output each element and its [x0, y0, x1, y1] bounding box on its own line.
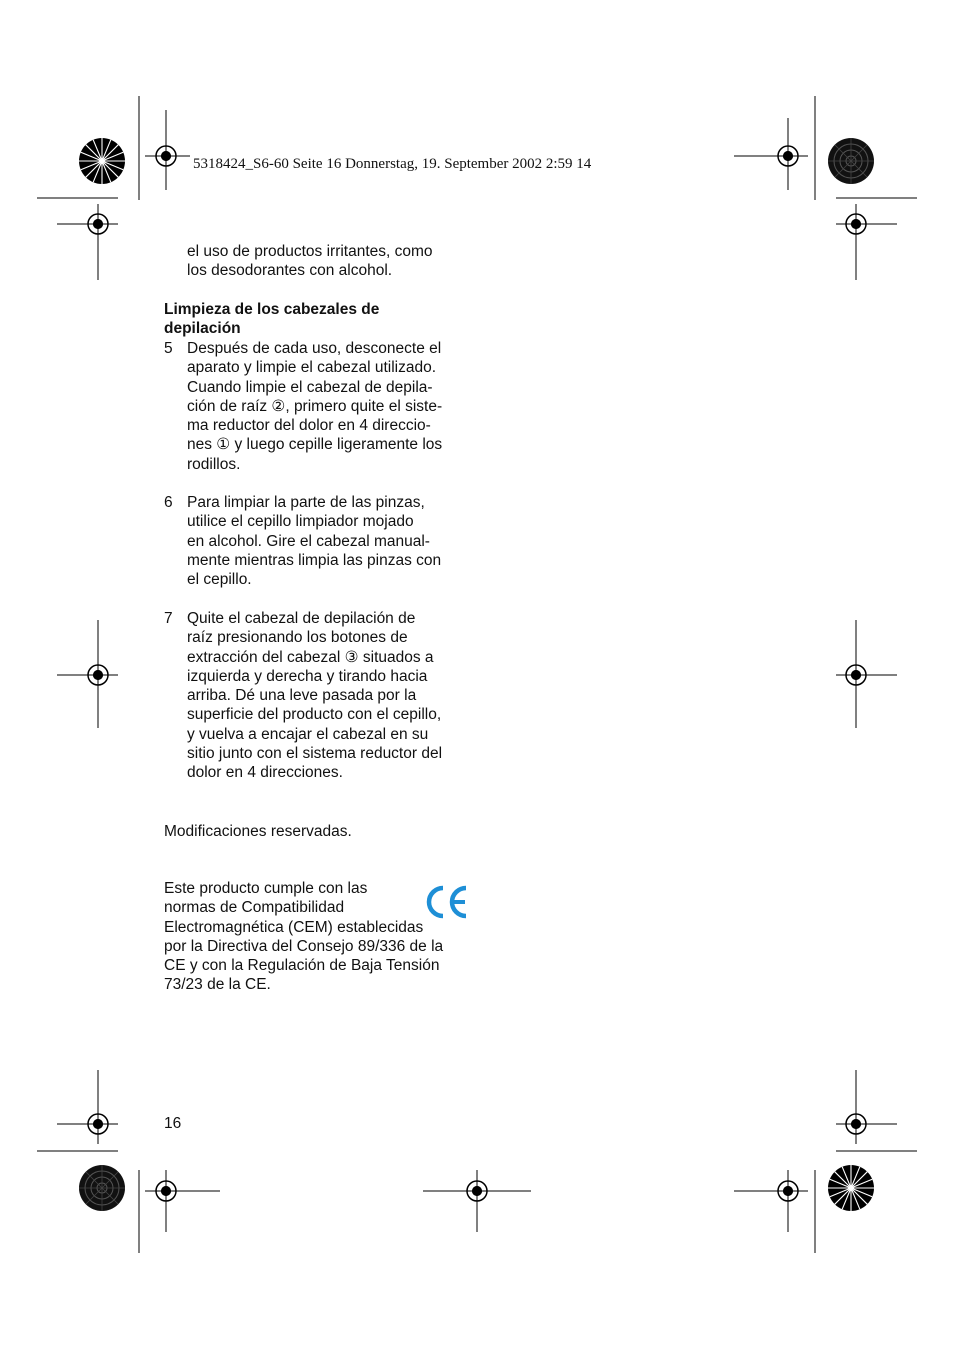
step-number: 5: [164, 340, 173, 357]
text-line: raíz presionando los botones de: [187, 629, 408, 647]
step-number: 7: [164, 610, 173, 627]
text-line: en alcohol. Gire el cabezal manual-: [187, 532, 430, 550]
text-line: nes ① y luego cepille ligeramente los: [187, 436, 443, 454]
text-line: mente mientras limpia las pinzas con: [187, 551, 442, 569]
text-line: Después de cada uso, desconecte el: [187, 340, 442, 357]
text-line: Electromagnética (CEM) establecidas: [164, 918, 424, 936]
text-line: Cuando limpie el cabezal de depila-: [187, 378, 433, 396]
text-line: los desodorantes con alcohol.: [187, 262, 393, 280]
text-line: normas de Compatibilidad: [164, 899, 345, 917]
heading-line: depilación: [164, 320, 241, 338]
step-text: [187, 609, 477, 783]
text-line: utilice el cepillo limpiador mojado: [187, 513, 414, 531]
text-line: izquierda y derecha y tirando hacia: [187, 667, 428, 685]
heading-line: Limpieza de los cabezales de: [164, 301, 380, 318]
text-line: el cepillo.: [187, 571, 252, 589]
text-line: superficie del producto con el cepillo,: [187, 706, 442, 724]
step-text: [187, 493, 477, 589]
section-heading: [164, 300, 464, 339]
text-line: aparato y limpie el cabezal utilizado.: [187, 359, 436, 377]
text-line: extracción del cabezal ③ situados a: [187, 648, 434, 666]
ce-mark-icon: [423, 882, 469, 922]
text-line: sitio junto con el sistema reductor del: [187, 745, 443, 763]
text-line: 73/23 de la CE.: [164, 976, 271, 994]
step-number: 6: [164, 494, 173, 511]
page-number: 16: [164, 1115, 182, 1132]
text-line: arriba. Dé una leve pasada por la: [187, 687, 417, 705]
modifications-note: Modificaciones reservadas.: [164, 823, 352, 840]
text-line: Este producto cumple con las: [164, 880, 368, 897]
text-line: rodillos.: [187, 455, 241, 473]
step-text: [187, 339, 477, 474]
text-line: CE y con la Regulación de Baja Tensión: [164, 957, 440, 975]
text-line: por la Directiva del Consejo 89/336 de la: [164, 937, 444, 955]
text-line: Para limpiar la parte de las pinzas,: [187, 494, 425, 511]
text-line: Quite el cabezal de depilación de: [187, 610, 416, 627]
text-line: ma reductor del dolor en 4 direccio-: [187, 417, 431, 435]
text-line: y vuelva a encajar el cabezal en su: [187, 725, 429, 743]
text-line: dolor en 4 direcciones.: [187, 764, 343, 782]
text-line: el uso de productos irritantes, como: [187, 243, 433, 260]
text-line: ción de raíz ②, primero quite el siste-: [187, 397, 443, 415]
intro-paragraph: [187, 242, 477, 281]
print-header: 5318424_S6-60 Seite 16 Donnerstag, 19. September 2002 2:59 14: [193, 156, 592, 172]
